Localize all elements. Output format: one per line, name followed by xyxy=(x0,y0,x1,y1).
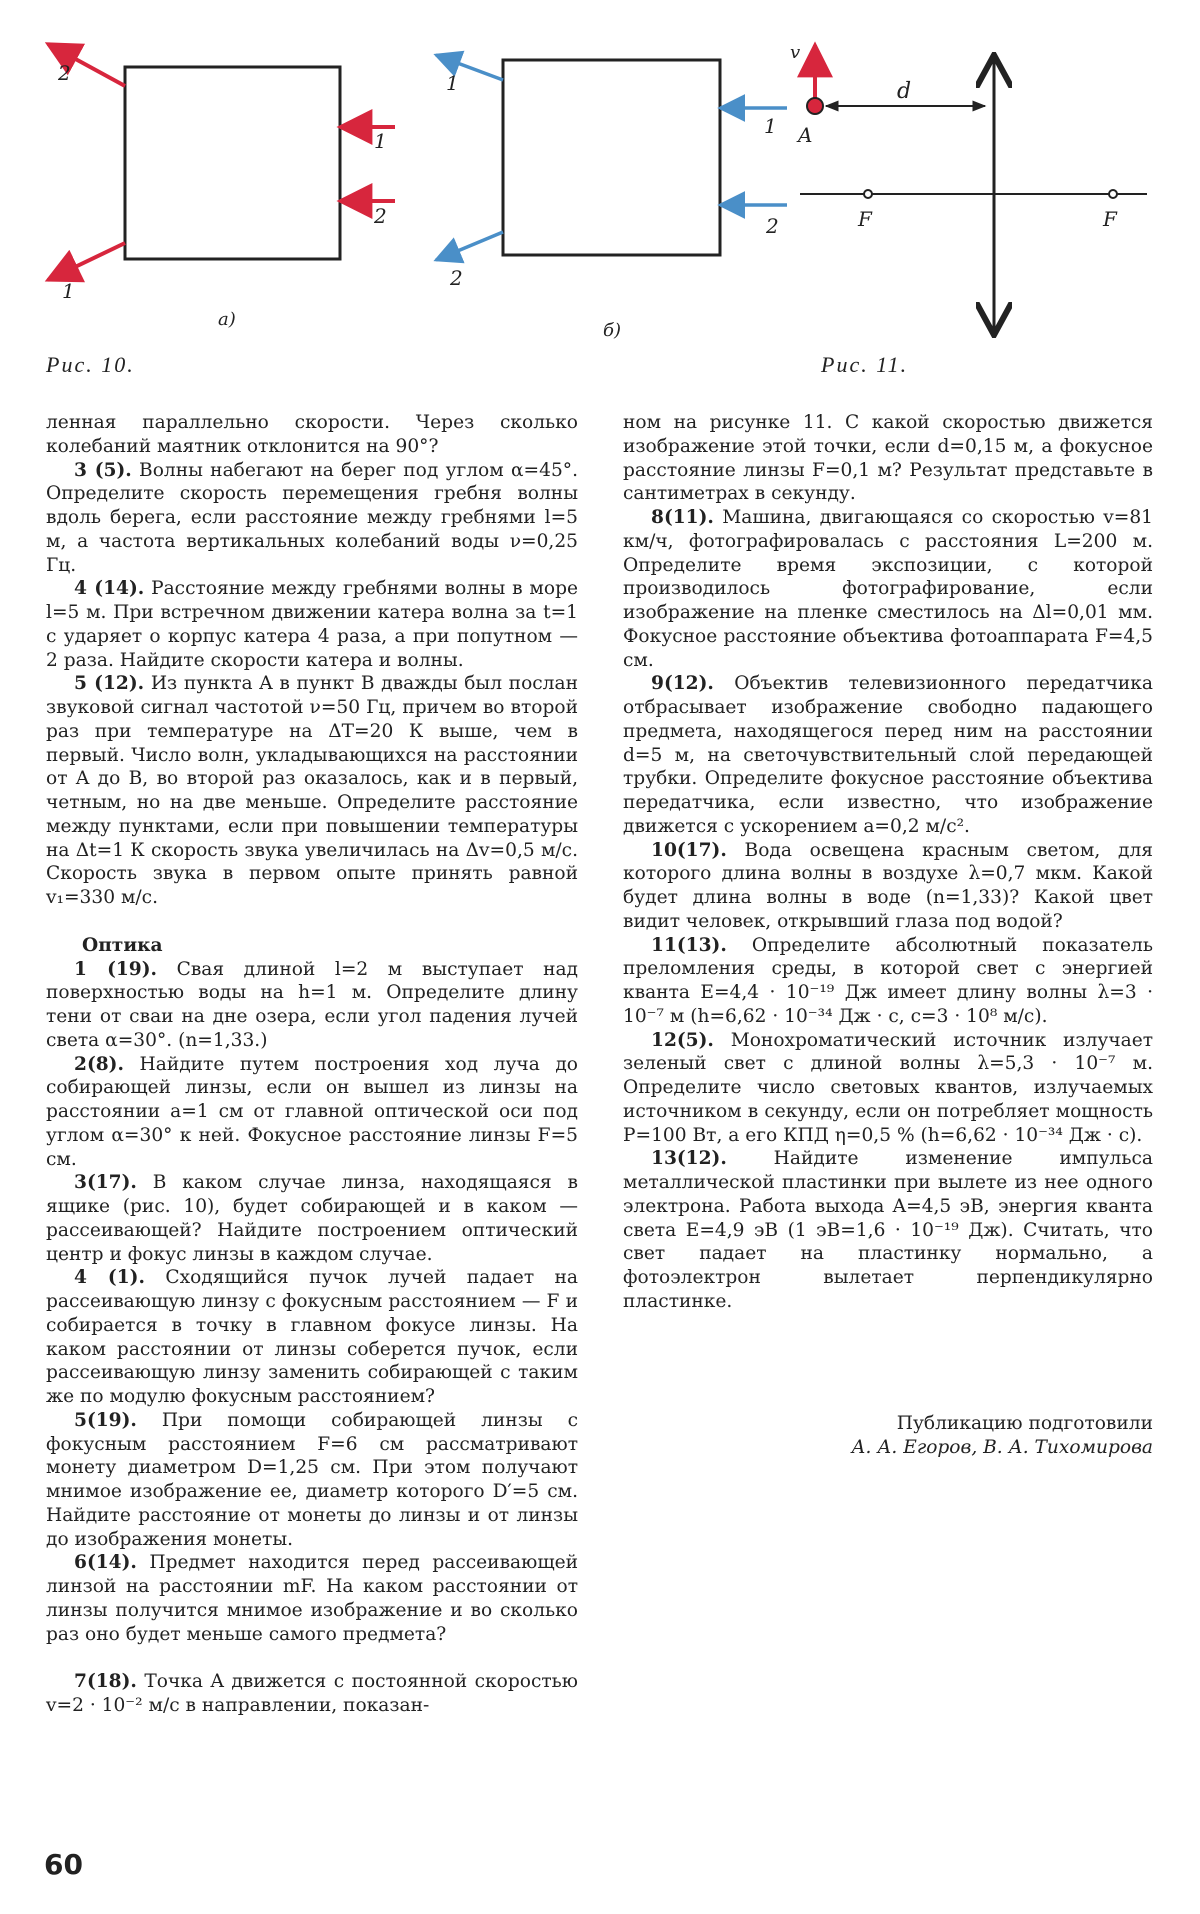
problem-number: 12(5). xyxy=(651,1029,714,1051)
figure-10b xyxy=(436,55,787,341)
signature xyxy=(623,1412,1153,1460)
problem-paragraph xyxy=(46,1171,578,1266)
problem-paragraph xyxy=(46,1551,578,1646)
problem-text: Расстояние между гребнями волны в море l=5 м. При встречном движении катера волна за t=1 с ударяет о корпус катера 4 раза, а при попутном — 2 раза. Найдите скорости катера и волны. xyxy=(46,578,578,671)
distance-label: d xyxy=(897,79,912,104)
problem-text: Объектив телевизионного передатчика отбрасывает изображение свободно падающего предмета, находящегося перед ним на расстоянии d=5 м, на светочувствительный слой передающей трубки. Определите фокусное расстояние объектива передатчика, если известно, что изображение движется с ускорением a=0,2 м/с². xyxy=(623,673,1153,837)
problem-text: Вода освещена красным светом, для которого длина волны в воздухе λ=0,7 мкм. Какой будет длина волны в воде (n=1,33)? Какой цвет видит человек, открывший глаза под водой? xyxy=(623,839,1153,932)
problem-number: 9(12). xyxy=(651,673,714,695)
signature-prepared-by: Публикацию подготовили xyxy=(896,1413,1153,1434)
figures xyxy=(0,0,1200,380)
label-10a-ray-1-bottom: 1 xyxy=(62,279,75,303)
problem-paragraph xyxy=(623,934,1153,1029)
problem-text: Точка A движется с постоянной скоростью v=2 · 10⁻² м/с в направлении, показан- xyxy=(46,1671,578,1716)
problem-number: 3(17). xyxy=(74,1172,137,1194)
problem-text: Монохроматический источник излучает зеленый свет с длиной волны λ=5,3 · 10⁻⁷ м. Определите число световых квантов, излучаемых источником в секунду, если он потребляет мощность P=100 Вт, а его КПД η=0,5 % (h=6,62 · 10⁻³⁴ Дж · с). xyxy=(623,1029,1153,1146)
focus-left xyxy=(864,190,872,198)
figure-10-caption: Рис. 10. xyxy=(46,352,135,377)
box-10a xyxy=(125,67,340,259)
paragraph-continuation xyxy=(46,411,578,459)
label-10b-ray-1-top: 1 xyxy=(446,71,459,95)
problem-number: 6(14). xyxy=(74,1552,137,1574)
velocity-label: v xyxy=(790,42,801,63)
problem-text: Волны набегают на берег под углом α=45°. Определите скорость перемещения гребня волны вдоль берега, если расстояние между гребнями l=5 м, а частота вертикальных колебаний воды ν=0,25 Гц. xyxy=(46,459,578,576)
problem-paragraph xyxy=(46,958,578,1053)
problem-number: 3 (5). xyxy=(74,459,132,481)
figure-11-caption: Рис. 11. xyxy=(821,352,909,377)
problem-number: 8(11). xyxy=(651,507,714,528)
problem-number: 11(13). xyxy=(651,934,727,956)
problem-text: При помощи собирающей линзы с фокусным расстоянием F=6 см рассматривают монету диаметром D=1,25 см. При этом получают мнимое изображение ее, диаметр которого D′=5 см. Найдите расстояние от монеты до линзы и от линзы до изображения монеты. xyxy=(46,1409,578,1550)
label-10a-ray-2-right: 2 xyxy=(374,204,387,228)
problem-text: В каком случае линза, находящаяся в ящике (рис. 10), будет собирающей и в каком — рассеивающей? Найдите построением оптический центр и фокус линзы в каждом случае. xyxy=(46,1172,578,1265)
problem-text: Найдите изменение импульса металлической пластинки при вылете из нее одного электрона. Работа выхода A=4,5 эВ, энергия кванта света E=4,9 эВ (1 эВ=1,6 · 10⁻¹⁹ Дж). Считать, что свет падает на пластинку нормально, а фотоэлектрон вылетает перпендикулярно пластинке. xyxy=(623,1148,1153,1312)
problem-text: Предмет находится перед рассеивающей линзой на расстоянии mF. На каком расстоянии от линзы получится мнимое изображение и во сколько раз оно будет меньше самого предмета? xyxy=(46,1552,578,1645)
problem-number: 4 (14). xyxy=(74,578,145,600)
problem-paragraph xyxy=(46,1053,578,1172)
paragraph-continuation xyxy=(623,411,1153,506)
spacer xyxy=(46,910,578,934)
label-10a-ray-1-right: 1 xyxy=(374,129,387,153)
problem-paragraph xyxy=(623,672,1153,838)
problem-number: 13(12). xyxy=(651,1148,727,1170)
problem-number: 4 (1). xyxy=(74,1267,145,1289)
problem-paragraph xyxy=(46,459,578,578)
focus-right xyxy=(1109,190,1117,198)
problem-number: 5(19). xyxy=(74,1409,137,1431)
problem-text: Из пункта A в пункт B дважды был послан звуковой сигнал частотой ν=50 Гц, причем во второй раз при температуре на ΔT=20 К выше, чем в первый. Число волн, укладывающихся на расстоянии от A до B, во второй раз оказалось, как и в первый, четным, но на две меньше. Определите расстояние между пунктами, если при повышении температуры на Δt=1 К скорость звука увеличилась на Δv=0,5 м/с. Скорость звука в первом опыте принять равной v₁=330 м/с. xyxy=(46,673,578,908)
right-column xyxy=(623,411,1153,1314)
ray-10a-1-out xyxy=(48,243,125,280)
problem-number: 2(8). xyxy=(74,1053,124,1075)
problem-paragraph xyxy=(46,1409,578,1552)
problem-number: 10(17). xyxy=(651,839,727,861)
problem-text: Свая длиной l=2 м выступает над поверхностью воды на h=1 м. Определите длину тени от сваи на дне озера, если угол падения лучей света α=30°. (n=1,33.) xyxy=(46,958,578,1051)
spacer xyxy=(46,1646,578,1670)
problem-paragraph xyxy=(46,577,578,672)
left-column xyxy=(46,411,578,1718)
problem-paragraph xyxy=(623,506,1153,672)
signature-authors: А. А. Егоров, В. А. Тихомирова xyxy=(851,1437,1153,1458)
problem-paragraph xyxy=(623,1029,1153,1148)
problem-text: Сходящийся пучок лучей падает на рассеивающую линзу с фокусным расстоянием — F и собирается в точку в главном фокусе линзы. На каком расстоянии от линзы соберется пучок, если рассеивающую линзу заменить собирающей с таким же по модулю фокусным расстоянием? xyxy=(46,1267,578,1407)
problem-paragraph xyxy=(623,1147,1153,1313)
point-a xyxy=(807,98,823,114)
problem-paragraph xyxy=(46,1266,578,1409)
point-a-label: A xyxy=(798,123,813,147)
section-heading: Оптика xyxy=(82,934,163,956)
label-10b-ray-2-right: 2 xyxy=(766,214,779,238)
focus-left-label: F xyxy=(858,207,872,231)
problem-paragraph xyxy=(623,839,1153,934)
label-10b-ray-2-bottom: 2 xyxy=(450,266,463,290)
figure-10a xyxy=(48,44,395,330)
label-10a: а) xyxy=(218,309,236,330)
problem-paragraph xyxy=(46,672,578,910)
box-10b xyxy=(503,60,720,255)
ray-10b-2-out xyxy=(436,232,503,260)
label-10b: б) xyxy=(603,320,622,341)
problem-text: ном на рисунке 11. С какой скоростью движется изображение этой точки, если d=0,15 м, а фокусное расстояние линзы F=0,1 м? Результат представьте в сантиметрах в секунду. xyxy=(623,412,1153,505)
problem-paragraph xyxy=(46,1670,578,1718)
problem-text: ленная параллельно скорости. Через сколько колебаний маятник отклонится на 90°? xyxy=(46,412,578,457)
problem-number: 5 (12). xyxy=(74,673,145,695)
problem-number: 7(18). xyxy=(74,1671,137,1693)
problem-text: Машина, двигающаяся со скоростью v=81 км/ч, фотографировалась с расстояния L=200 м. Определите время экспозиции, с которой производилось фотографирование, если изображение на пленке сместилось на Δl=0,01 мм. Фокусное расстояние объектива фотоаппарата F=4,5 см. xyxy=(623,507,1154,671)
focus-right-label: F xyxy=(1103,207,1117,231)
label-10b-ray-1-right: 1 xyxy=(764,114,777,138)
figure-11 xyxy=(790,42,1147,335)
problem-number: 1 (19). xyxy=(74,958,158,980)
problem-text: Определите абсолютный показатель преломления среды, в которой свет с энергией кванта E=4,4 · 10⁻¹⁹ Дж имеет длину волны λ=3 · 10⁻⁷ м (h=6,62 · 10⁻³⁴ Дж · с, c=3 · 10⁸ м/с). xyxy=(623,934,1153,1027)
problem-text: Найдите путем построения ход луча до собирающей линзы, если он вышел из линзы на расстоянии a=1 см от главной оптической оси под углом α=30° к ней. Фокусное расстояние линзы F=5 см. xyxy=(46,1053,578,1170)
page-number: 60 xyxy=(44,1848,83,1881)
label-10a-ray-2-top: 2 xyxy=(58,61,71,85)
